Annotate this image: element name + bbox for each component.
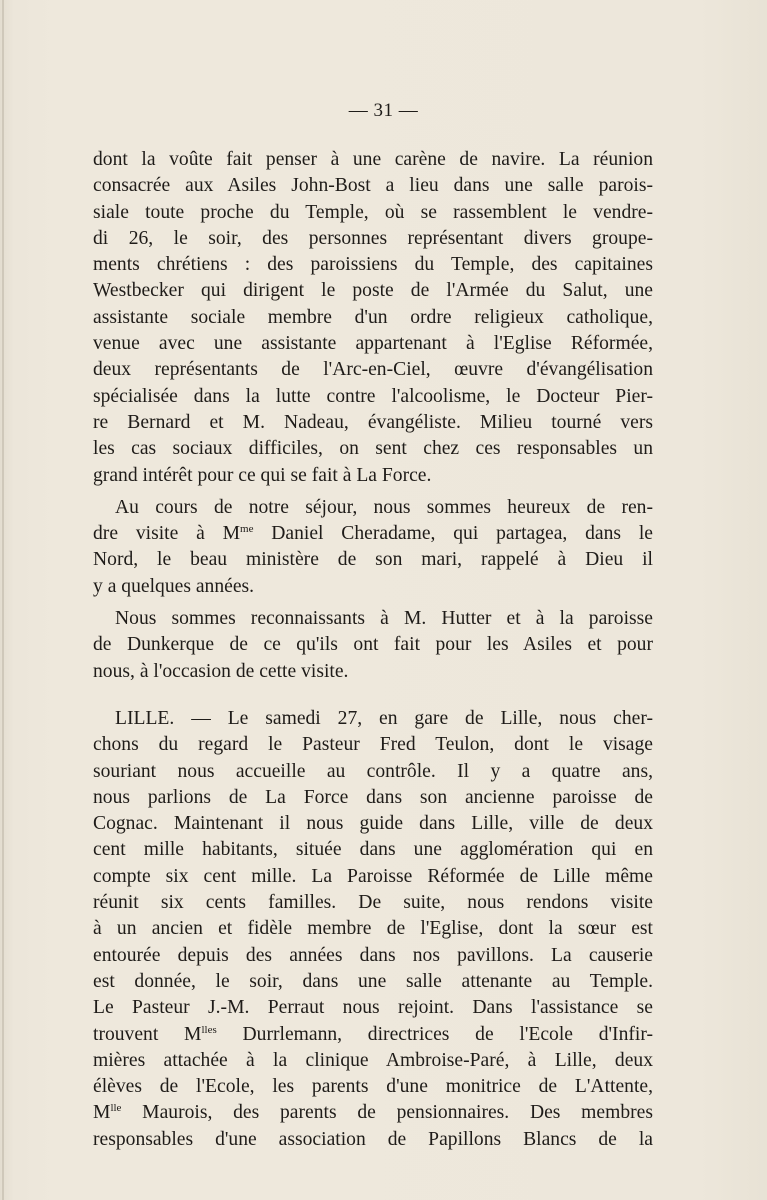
page-spine-edge xyxy=(2,0,4,1200)
text-line: Westbecker qui dirigent le poste de l'Armée du Salut, une xyxy=(93,280,653,302)
text-line: de Dunkerque de ce qu'ils ont fait pour les Asiles et pour xyxy=(93,634,653,656)
text-line: nous, à l'occasion de cette visite. xyxy=(93,660,349,682)
text-fragment: M xyxy=(93,1102,111,1124)
text-line: deux représentants de l'Arc-en-Ciel, œuvre d'évangélisation xyxy=(93,359,653,381)
text-line xyxy=(93,1100,653,1126)
text-line: réunit six cents familles. De suite, nous rendons visite xyxy=(93,892,653,914)
text-line: entourée depuis des années dans nos pavillons. La causerie xyxy=(93,944,653,966)
paragraph-1 xyxy=(93,147,653,489)
text-line: élèves de l'Ecole, les parents d'une monitrice de L'Attente, xyxy=(93,1076,653,1098)
superscript-abbrev: lles xyxy=(201,1023,217,1036)
text-line: Au cours de notre séjour, nous sommes heureux de ren- xyxy=(115,496,653,518)
text-line: ments chrétiens : des paroissiens du Temple, des capitaines xyxy=(93,254,653,276)
text-line: souriant nous accueille au contrôle. Il y a quatre ans, xyxy=(93,760,653,782)
text-line: Nous sommes reconnaissants à M. Hutter et à la paroisse xyxy=(115,608,653,630)
superscript-abbrev: me xyxy=(240,523,254,536)
text-line: Cognac. Maintenant il nous guide dans Lille, ville de deux xyxy=(93,813,653,835)
text-line: assistante sociale membre d'un ordre religieux catholique, xyxy=(93,306,653,328)
text-line: est donnée, le soir, dans une salle attenante au Temple. xyxy=(93,970,653,992)
section-gap xyxy=(93,685,653,706)
text-line xyxy=(93,1022,653,1048)
text-line: cent mille habitants, située dans une agglomération qui en xyxy=(93,839,653,861)
text-line: à un ancien et fidèle membre de l'Eglise, dont la sœur est xyxy=(93,918,653,940)
text-fragment: trouvent M xyxy=(93,1023,202,1045)
text-line: dont la voûte fait penser à une carène de navire. La réunion xyxy=(93,149,653,170)
text-line: chons du regard le Pasteur Fred Teulon, dont le visage xyxy=(93,734,653,756)
paragraph-3 xyxy=(93,606,653,685)
body-text xyxy=(93,147,653,1153)
text-line: grand intérêt pour ce qui se fait à La Force. xyxy=(93,464,432,486)
text-line: nous parlions de La Force dans son ancienne paroisse de xyxy=(93,786,653,808)
superscript-abbrev: lle xyxy=(110,1102,122,1115)
paragraph-2 xyxy=(93,495,653,600)
text-line: compte six cent mille. La Paroisse Réformée de Lille même xyxy=(93,865,653,887)
text-line: Nord, le beau ministère de son mari, rappelé à Dieu il xyxy=(93,549,653,571)
page-number: — 31 — xyxy=(348,100,419,121)
text-fragment: Daniel Cheradame, qui partagea, dans le xyxy=(253,523,653,545)
text-line: spécialisée dans la lutte contre l'alcoolisme, le Docteur Pier- xyxy=(93,385,653,407)
text-fragment: Durrlemann, directrices de l'Ecole d'Infir- xyxy=(216,1023,653,1045)
text-line: y a quelques années. xyxy=(93,575,255,597)
text-line: consacrée aux Asiles John-Bost a lieu dans une salle parois- xyxy=(93,175,653,197)
text-line: venue avec une assistante appartenant à l'Eglise Réformée, xyxy=(93,333,653,355)
text-line: responsables d'une association de Papillons Blancs de la xyxy=(93,1128,653,1150)
paragraph-4-lille xyxy=(93,706,653,1153)
text-line: les cas sociaux difficiles, on sent chez ces responsables un xyxy=(93,438,653,460)
text-line: di 26, le soir, des personnes représentant divers groupe- xyxy=(93,227,653,249)
text-line xyxy=(93,521,653,547)
text-line: LILLE. — Le samedi 27, en gare de Lille, nous cher- xyxy=(115,707,653,729)
text-line: siale toute proche du Temple, où se rassemblent le vendre- xyxy=(93,201,653,223)
text-line: re Bernard et M. Nadeau, évangéliste. Milieu tourné vers xyxy=(93,411,653,433)
text-fragment: dre visite à M xyxy=(93,523,241,545)
text-line: mières attachée à la clinique Ambroise-Paré, à Lille, deux xyxy=(93,1049,653,1071)
text-fragment: Maurois, des parents de pensionnaires. Des membres xyxy=(121,1102,653,1124)
text-line: Le Pasteur J.-M. Perraut nous rejoint. Dans l'assistance se xyxy=(93,997,653,1019)
